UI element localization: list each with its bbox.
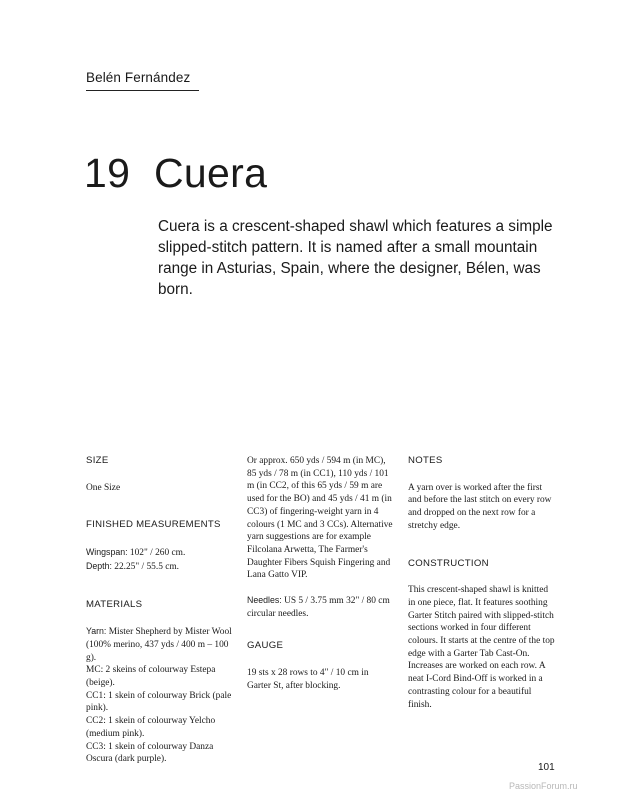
needles-line bbox=[247, 594, 393, 620]
construction-heading: CONSTRUCTION bbox=[408, 557, 489, 569]
gauge-heading: GAUGE bbox=[247, 640, 284, 652]
needles-text: US 5 / 3.75 mm 32" / 80 cm circular needles. bbox=[247, 596, 390, 619]
wingspan-label: Wingspan: bbox=[86, 547, 128, 558]
cc3-line: CC3: 1 skein of colourway Danza Oscura (dark purple). bbox=[86, 741, 214, 765]
author-name: Belén Fernández bbox=[86, 70, 199, 91]
needles-label: Needles: bbox=[247, 595, 282, 606]
depth-value: 22.25" / 55.5 cm. bbox=[114, 561, 180, 572]
wingspan-value: 102" / 260 cm. bbox=[129, 548, 186, 559]
page-number: 101 bbox=[538, 762, 555, 773]
notes-heading: NOTES bbox=[408, 455, 443, 466]
wingspan-line bbox=[86, 546, 236, 560]
depth-label: Depth: bbox=[86, 560, 112, 571]
finished-heading: FINISHED MEASUREMENTS bbox=[86, 519, 221, 531]
pattern-number: 19 bbox=[84, 150, 131, 196]
cc2-line: CC2: 1 skein of colourway Yelcho (medium pink). bbox=[86, 716, 216, 739]
column-left bbox=[86, 455, 236, 766]
yarn-approx-paragraph: Or approx. 650 yds / 594 m (in MC), 85 yds / 78 m (in CC1), 110 yds / 101 m (in CC2, of this 65 yds / 59 m are used for the BO) and 45 yds / 41 m (in CC3) of fingering-weight yarn in 4 colours (1 MC and 3 CCs). Alternative yarn suggestions are for example Filcolana Arwetta, The Farmer's Daughter Fibers Squish Fingering and Lana Gatto VIP. bbox=[247, 456, 393, 581]
yarn-text: Mister Shepherd by Mister Wool (100% merino, 437 yds / 400 m – 100 g). bbox=[86, 627, 232, 663]
cc1-line: CC1: 1 skein of colourway Brick (pale pink). bbox=[86, 690, 232, 714]
size-value: One Size bbox=[86, 482, 121, 493]
pattern-name: Cuera bbox=[154, 150, 268, 196]
column-right bbox=[408, 455, 556, 711]
mc-line: MC: 2 skeins of colourway Estepa (beige). bbox=[86, 665, 216, 689]
watermark: PassionForum.ru bbox=[509, 781, 578, 791]
depth-line bbox=[86, 560, 236, 574]
intro-paragraph: Cuera is a crescent-shaped shawl which features a simple slipped-stitch pattern. It is named after a small mountain range in Asturias, Spain, where the designer, Bélen, was born. bbox=[158, 218, 553, 298]
yarn-line bbox=[86, 625, 236, 664]
pattern-title bbox=[84, 150, 267, 197]
yarn-label: Yarn: bbox=[86, 626, 107, 637]
gauge-text: 19 sts x 28 rows to 4" / 10 cm in Garter St, after blocking. bbox=[247, 668, 369, 691]
materials-heading: MATERIALS bbox=[86, 598, 143, 610]
size-heading: SIZE bbox=[86, 455, 109, 466]
notes-text: A yarn over is worked after the first and before the last stitch on every row and dropped on the next row for a stretchy edge. bbox=[408, 482, 552, 531]
column-middle bbox=[247, 455, 393, 693]
construction-text: This crescent-shaped shawl is knitted in one piece, flat. It features soothing Garter Stitch paired with slipped-stitch sections worked in four different colours. It starts at the centre of the top edge with a Garter Tab Cast-On. Increases are worked on each row. A neat I-Cord Bind-Off is worked in a contrasting colour for a beautiful finish. bbox=[408, 585, 555, 710]
